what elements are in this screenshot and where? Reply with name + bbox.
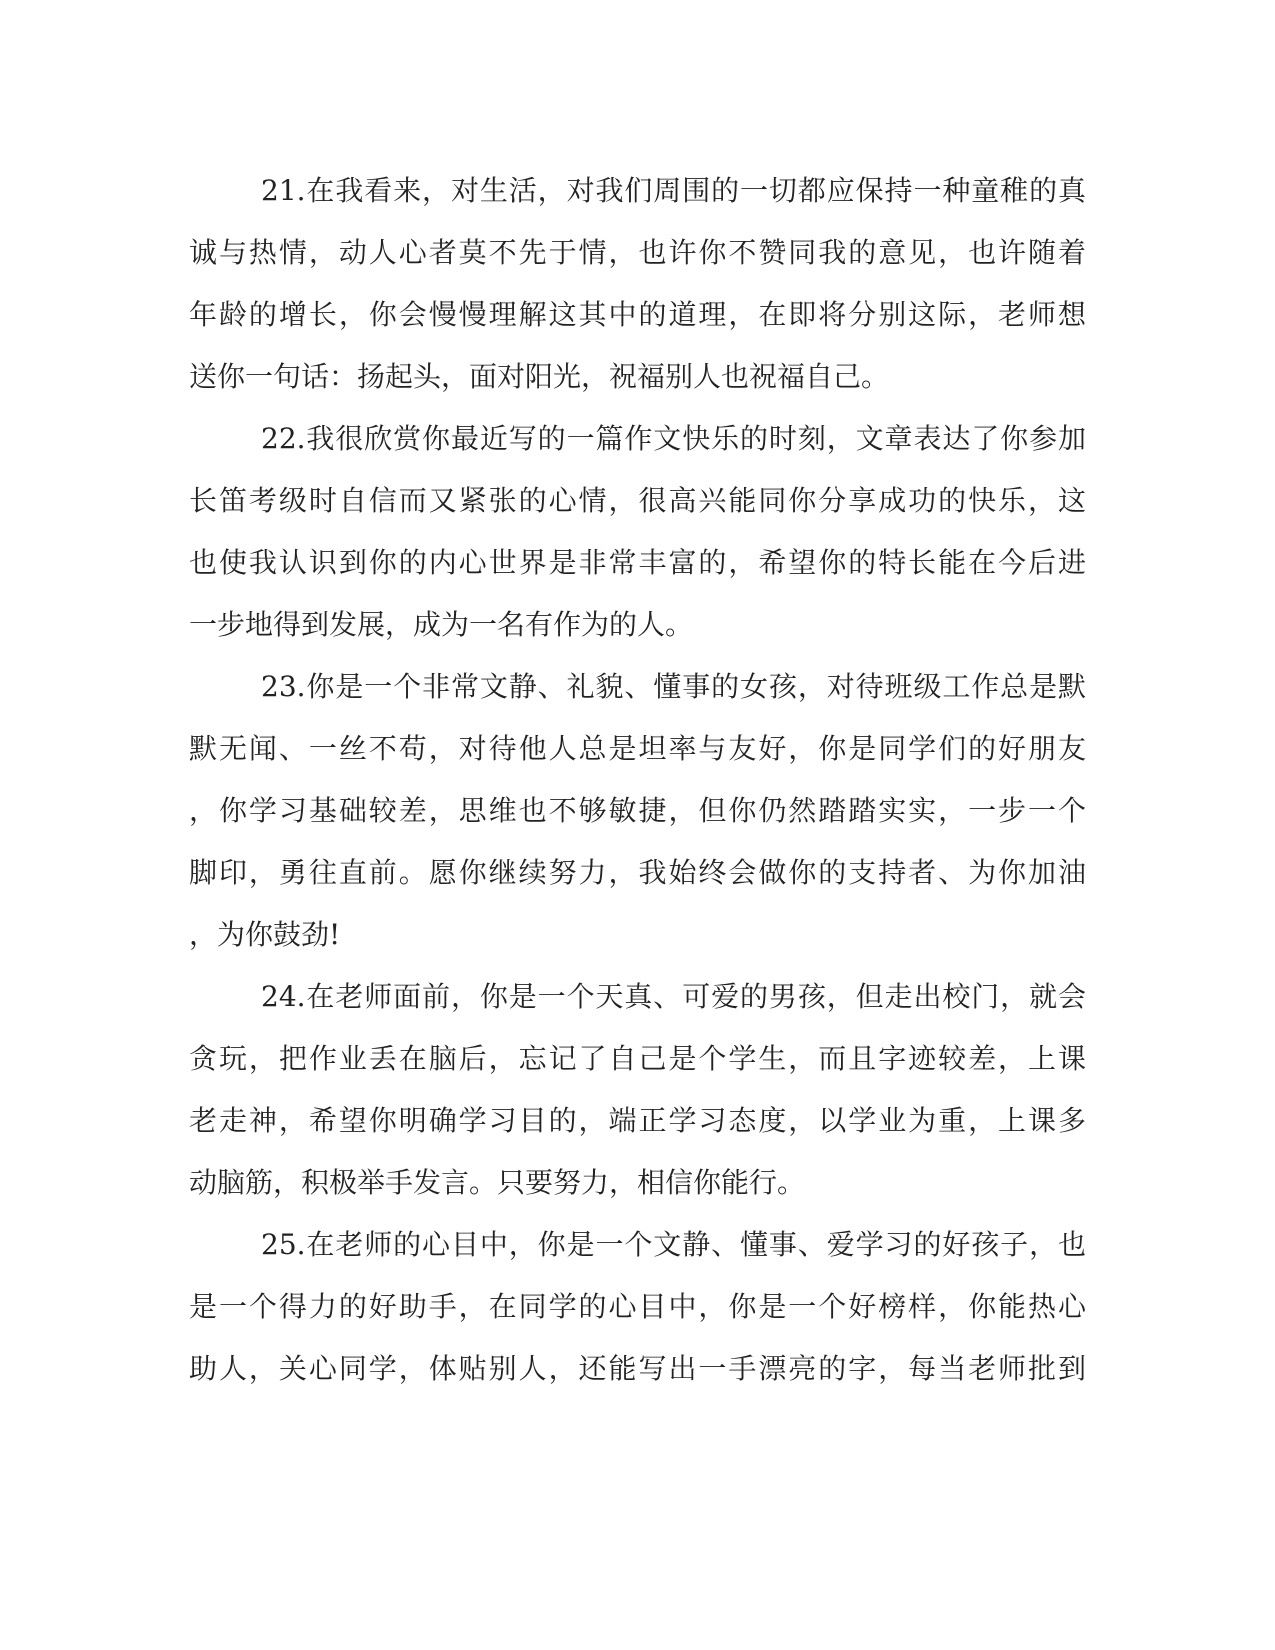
paragraph-line: 诚与热情，动人心者莫不先于情，也许你不赞同我的意见，也许随着 <box>189 236 1086 269</box>
paragraph-line: 老走神，希望你明确学习目的，端正学习态度，以学业为重，上课多 <box>189 1104 1086 1137</box>
paragraph-line: 脚印，勇往直前。愿你继续努力，我始终会做你的支持者、为你加油 <box>189 856 1086 889</box>
paragraph-line: 23.你是一个非常文静、礼貌、懂事的女孩，对待班级工作总是默 <box>261 670 1086 703</box>
paragraph-line: 也使我认识到你的内心世界是非常丰富的，希望你的特长能在今后进 <box>189 546 1086 579</box>
paragraph-line: 长笛考级时自信而又紧张的心情，很高兴能同你分享成功的快乐，这 <box>189 484 1086 517</box>
paragraph-line: 24.在老师面前，你是一个天真、可爱的男孩，但走出校门，就会 <box>261 980 1086 1013</box>
paragraph-line: ，你学习基础较差，思维也不够敏捷，但你仍然踏踏实实，一步一个 <box>189 794 1086 827</box>
paragraph-line: 送你一句话：扬起头，面对阳光，祝福别人也祝福自己。 <box>189 360 890 393</box>
document-body <box>189 160 1086 1400</box>
paragraph-line: 贪玩，把作业丢在脑后，忘记了自己是个学生，而且字迹较差，上课 <box>189 1042 1086 1075</box>
paragraph-line: 22.我很欣赏你最近写的一篇作文快乐的时刻，文章表达了你参加 <box>261 422 1086 455</box>
paragraph-24 <box>189 966 1086 1214</box>
paragraph-line: 年龄的增长，你会慢慢理解这其中的道理，在即将分别这际，老师想 <box>189 298 1086 331</box>
paragraph-22 <box>189 408 1086 656</box>
paragraph-line: 25.在老师的心目中，你是一个文静、懂事、爱学习的好孩子，也 <box>261 1228 1086 1261</box>
paragraph-line: 助人，关心同学，体贴别人，还能写出一手漂亮的字，每当老师批到 <box>189 1352 1086 1385</box>
paragraph-line: 动脑筋，积极举手发言。只要努力，相信你能行。 <box>189 1166 806 1199</box>
paragraph-line: 默无闻、一丝不苟，对待他人总是坦率与友好，你是同学们的好朋友 <box>189 732 1086 765</box>
paragraph-line: 是一个得力的好助手，在同学的心目中，你是一个好榜样，你能热心 <box>189 1290 1086 1323</box>
paragraph-line: ，为你鼓劲! <box>189 918 341 951</box>
paragraph-25 <box>189 1214 1086 1400</box>
paragraph-line: 一步地得到发展，成为一名有作为的人。 <box>189 608 694 641</box>
paragraph-21 <box>189 160 1086 408</box>
paragraph-23 <box>189 656 1086 966</box>
paragraph-line: 21.在我看来，对生活，对我们周围的一切都应保持一种童稚的真 <box>261 174 1086 207</box>
